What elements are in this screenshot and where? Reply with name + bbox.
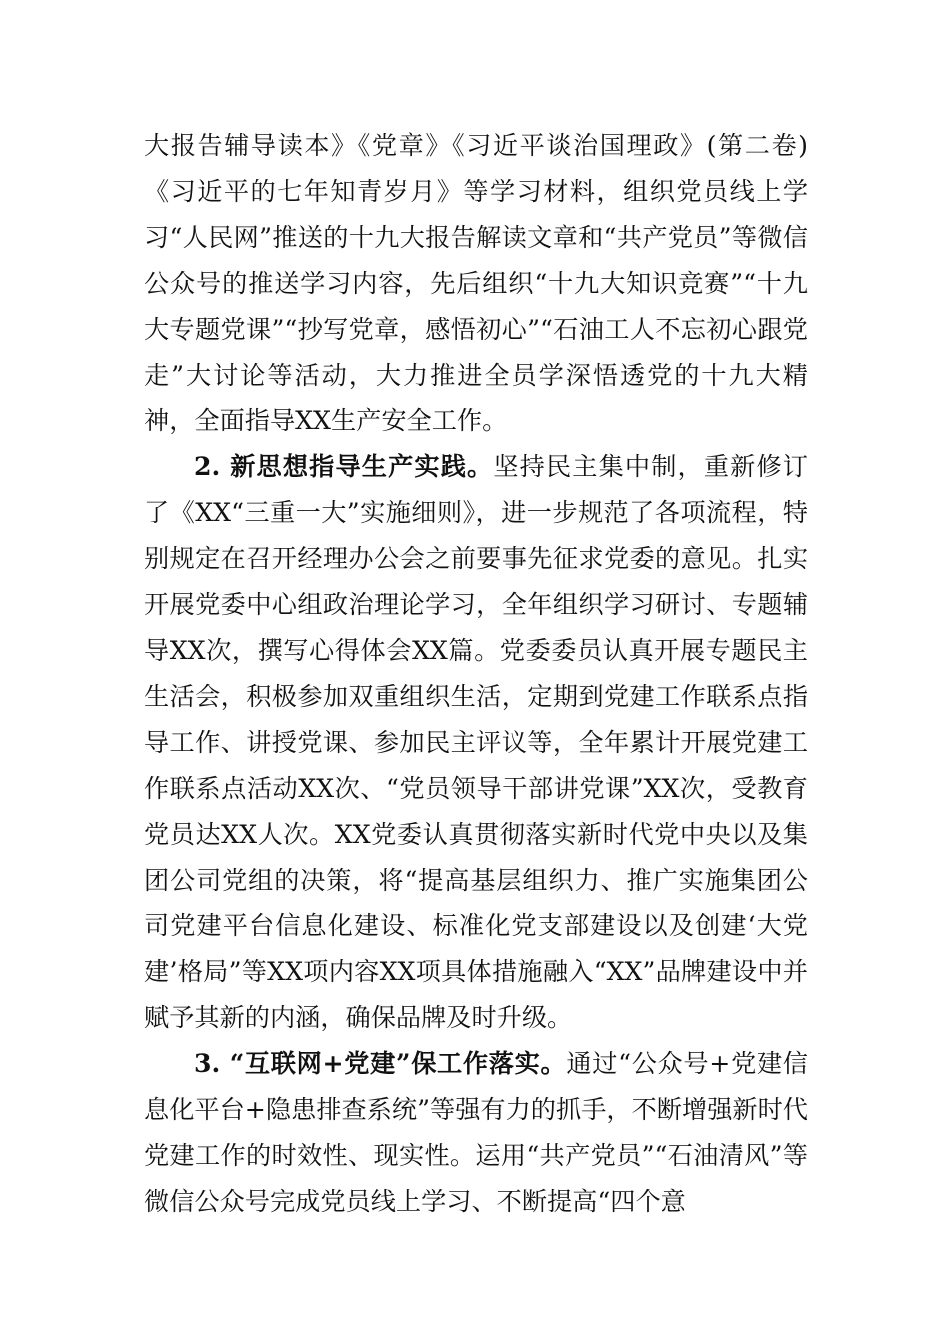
paragraph-continuation xyxy=(144,123,808,444)
paragraph-section-2 xyxy=(144,444,808,1041)
section-3-heading: 3. “互联网+党建”保工作落实。 xyxy=(194,1048,567,1079)
section-2-text: 坚持民主集中制，重新修订了《XX“三重一大”实施细则》，进一步规范了各项流程，特别规定在召开经理办公会之前要事先征求党委的意见。扎实开展党委中心组政治理论学习，全年组织学习研讨、专题辅导XX次，撰写心得体会XX篇。党委委员认真开展专题民主生活会，积极参加双重组织生活，定期到党建工作联系点指导工作、讲授党课、参加民主评议等，全年累计开展党建工作联系点活动XX次、“党员领导干部讲党课”XX次，受教育党员达XX人次。XX党委认真贯彻落实新时代党中央以及集团公司党组的决策，将“提高基层组织力、推广实施集团公司党建平台信息化建设、标准化党支部建设以及创建‘大党建’格局”等XX项内容XX项具体措施融入“XX”品牌建设中并赋予其新的内涵，确保品牌及时升级。 xyxy=(144,452,808,1033)
paragraph-section-3 xyxy=(144,1041,808,1225)
section-3-text: 通过“公众号+党建信息化平台+隐患排查系统”等强有力的抓手，不断增强新时代党建工作的时效性、现实性。运用“共产党员”“石油清风”等微信公众号完成党员线上学习、不断提高“四个意 xyxy=(144,1049,808,1216)
paragraph-1-text: 大报告辅导读本》《党章》《习近平谈治国理政》(第二卷)《习近平的七年知青岁月》等学习材料，组织党员线上学习“人民网”推送的十九大报告解读文章和“共产党员”等微信公众号的推送学习内容，先后组织“十九大知识竞赛”“十九大专题党课”“抄写党章，感悟初心”“石油工人不忘初心跟党走”大讨论等活动，大力推进全员学深悟透党的十九大精神，全面指导XX生产安全工作。 xyxy=(144,131,808,436)
section-2-heading: 2. 新思想指导生产实践。 xyxy=(194,451,494,482)
document-page xyxy=(144,123,808,1225)
